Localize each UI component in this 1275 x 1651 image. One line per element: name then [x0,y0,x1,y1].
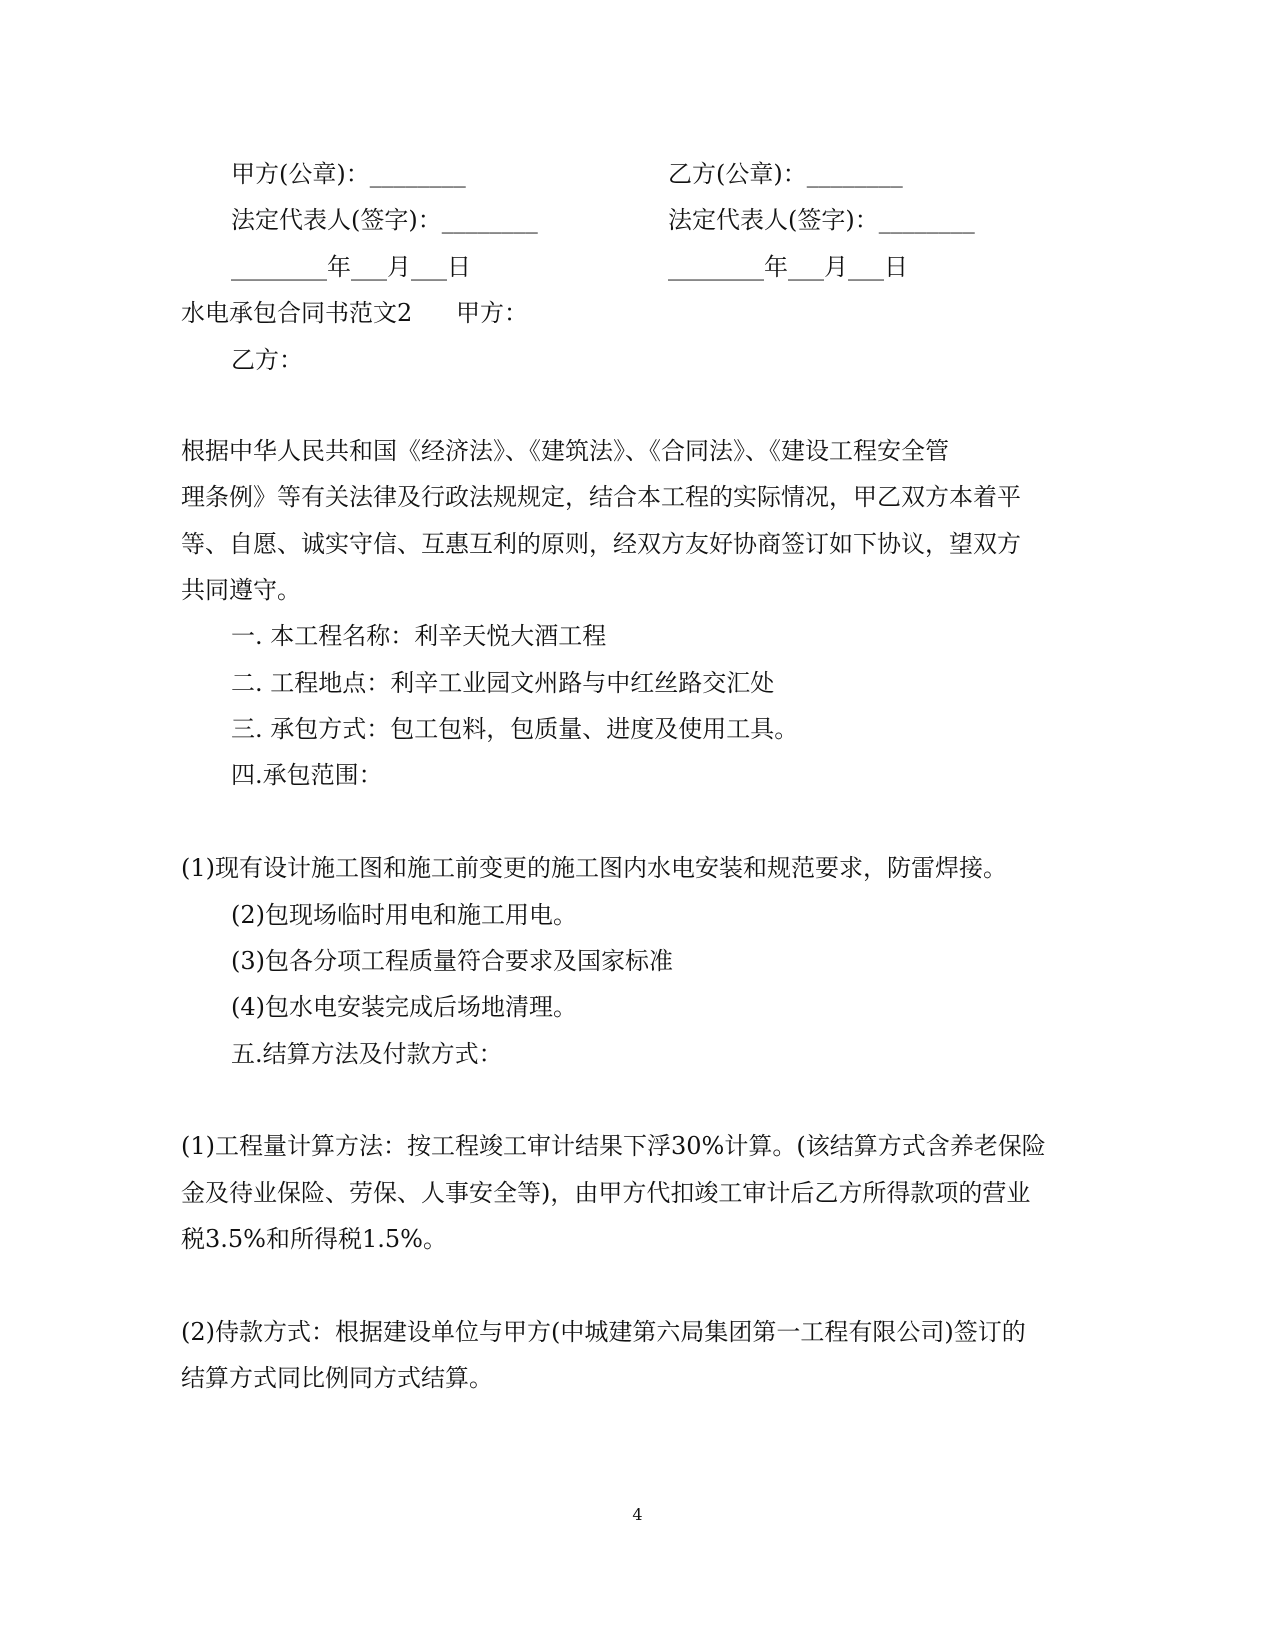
clause-project-name: 一. 本工程名称：利辛天悦大酒工程 [231,622,607,650]
preamble-line: 共同遵守。 [181,576,301,604]
party-a-representative: 法定代表人(签字)：________ [231,206,538,234]
settlement-line: (1)工程量计算方法：按工程竣工审计结果下浮30%计算。(该结算方式含养老保险 [181,1132,1046,1160]
scope-item: (2)包现场临时用电和施工用电。 [231,901,577,929]
clause-contract-method: 三. 承包方式：包工包料，包质量、进度及使用工具。 [231,715,799,743]
party-a-date: ________年___月___日 [231,253,471,281]
preamble-line: 等、自愿、诚实守信、互惠互利的原则，经双方友好协商签订如下协议，望双方 [181,530,1021,558]
preamble-line: 根据中华人民共和国《经济法》、《建筑法》、《合同法》、《建设工程安全管 [181,437,949,465]
settlement-line: 金及待业保险、劳保、人事安全等)，由甲方代扣竣工审计后乙方所得款项的营业 [181,1179,1031,1207]
party-a-seal: 甲方(公章)：________ [231,160,466,188]
preamble-line: 理条例》等有关法律及行政法规规定，结合本工程的实际情况，甲乙双方本着平 [181,483,1021,511]
settlement-line: 税3.5%和所得税1.5%。 [181,1225,447,1253]
scope-item: (1)现有设计施工图和施工前变更的施工图内水电安装和规范要求，防雷焊接。 [181,854,1007,882]
clause-project-location: 二. 工程地点：利辛工业园文州路与中红丝路交汇处 [231,669,775,697]
scope-item: (4)包水电安装完成后场地清理。 [231,993,577,1021]
clause-settlement-heading: 五.结算方法及付款方式： [231,1040,503,1068]
scope-item: (3)包各分项工程质量符合要求及国家标准 [231,947,673,975]
party-b-label: 乙方： [231,346,303,374]
party-a-label: 甲方： [456,299,528,327]
clause-scope-heading: 四.承包范围： [231,761,383,789]
party-b-representative: 法定代表人(签字)：________ [668,206,975,234]
page-number: 4 [632,1505,643,1524]
party-b-date: ________年___月___日 [668,253,908,281]
party-b-seal: 乙方(公章)：________ [668,160,903,188]
payment-line: (2)侍款方式：根据建设单位与甲方(中城建第六局集团第一工程有限公司)签订的 [181,1318,1026,1346]
payment-line: 结算方式同比例同方式结算。 [181,1364,493,1392]
document-title: 水电承包合同书范文2 [181,299,413,327]
